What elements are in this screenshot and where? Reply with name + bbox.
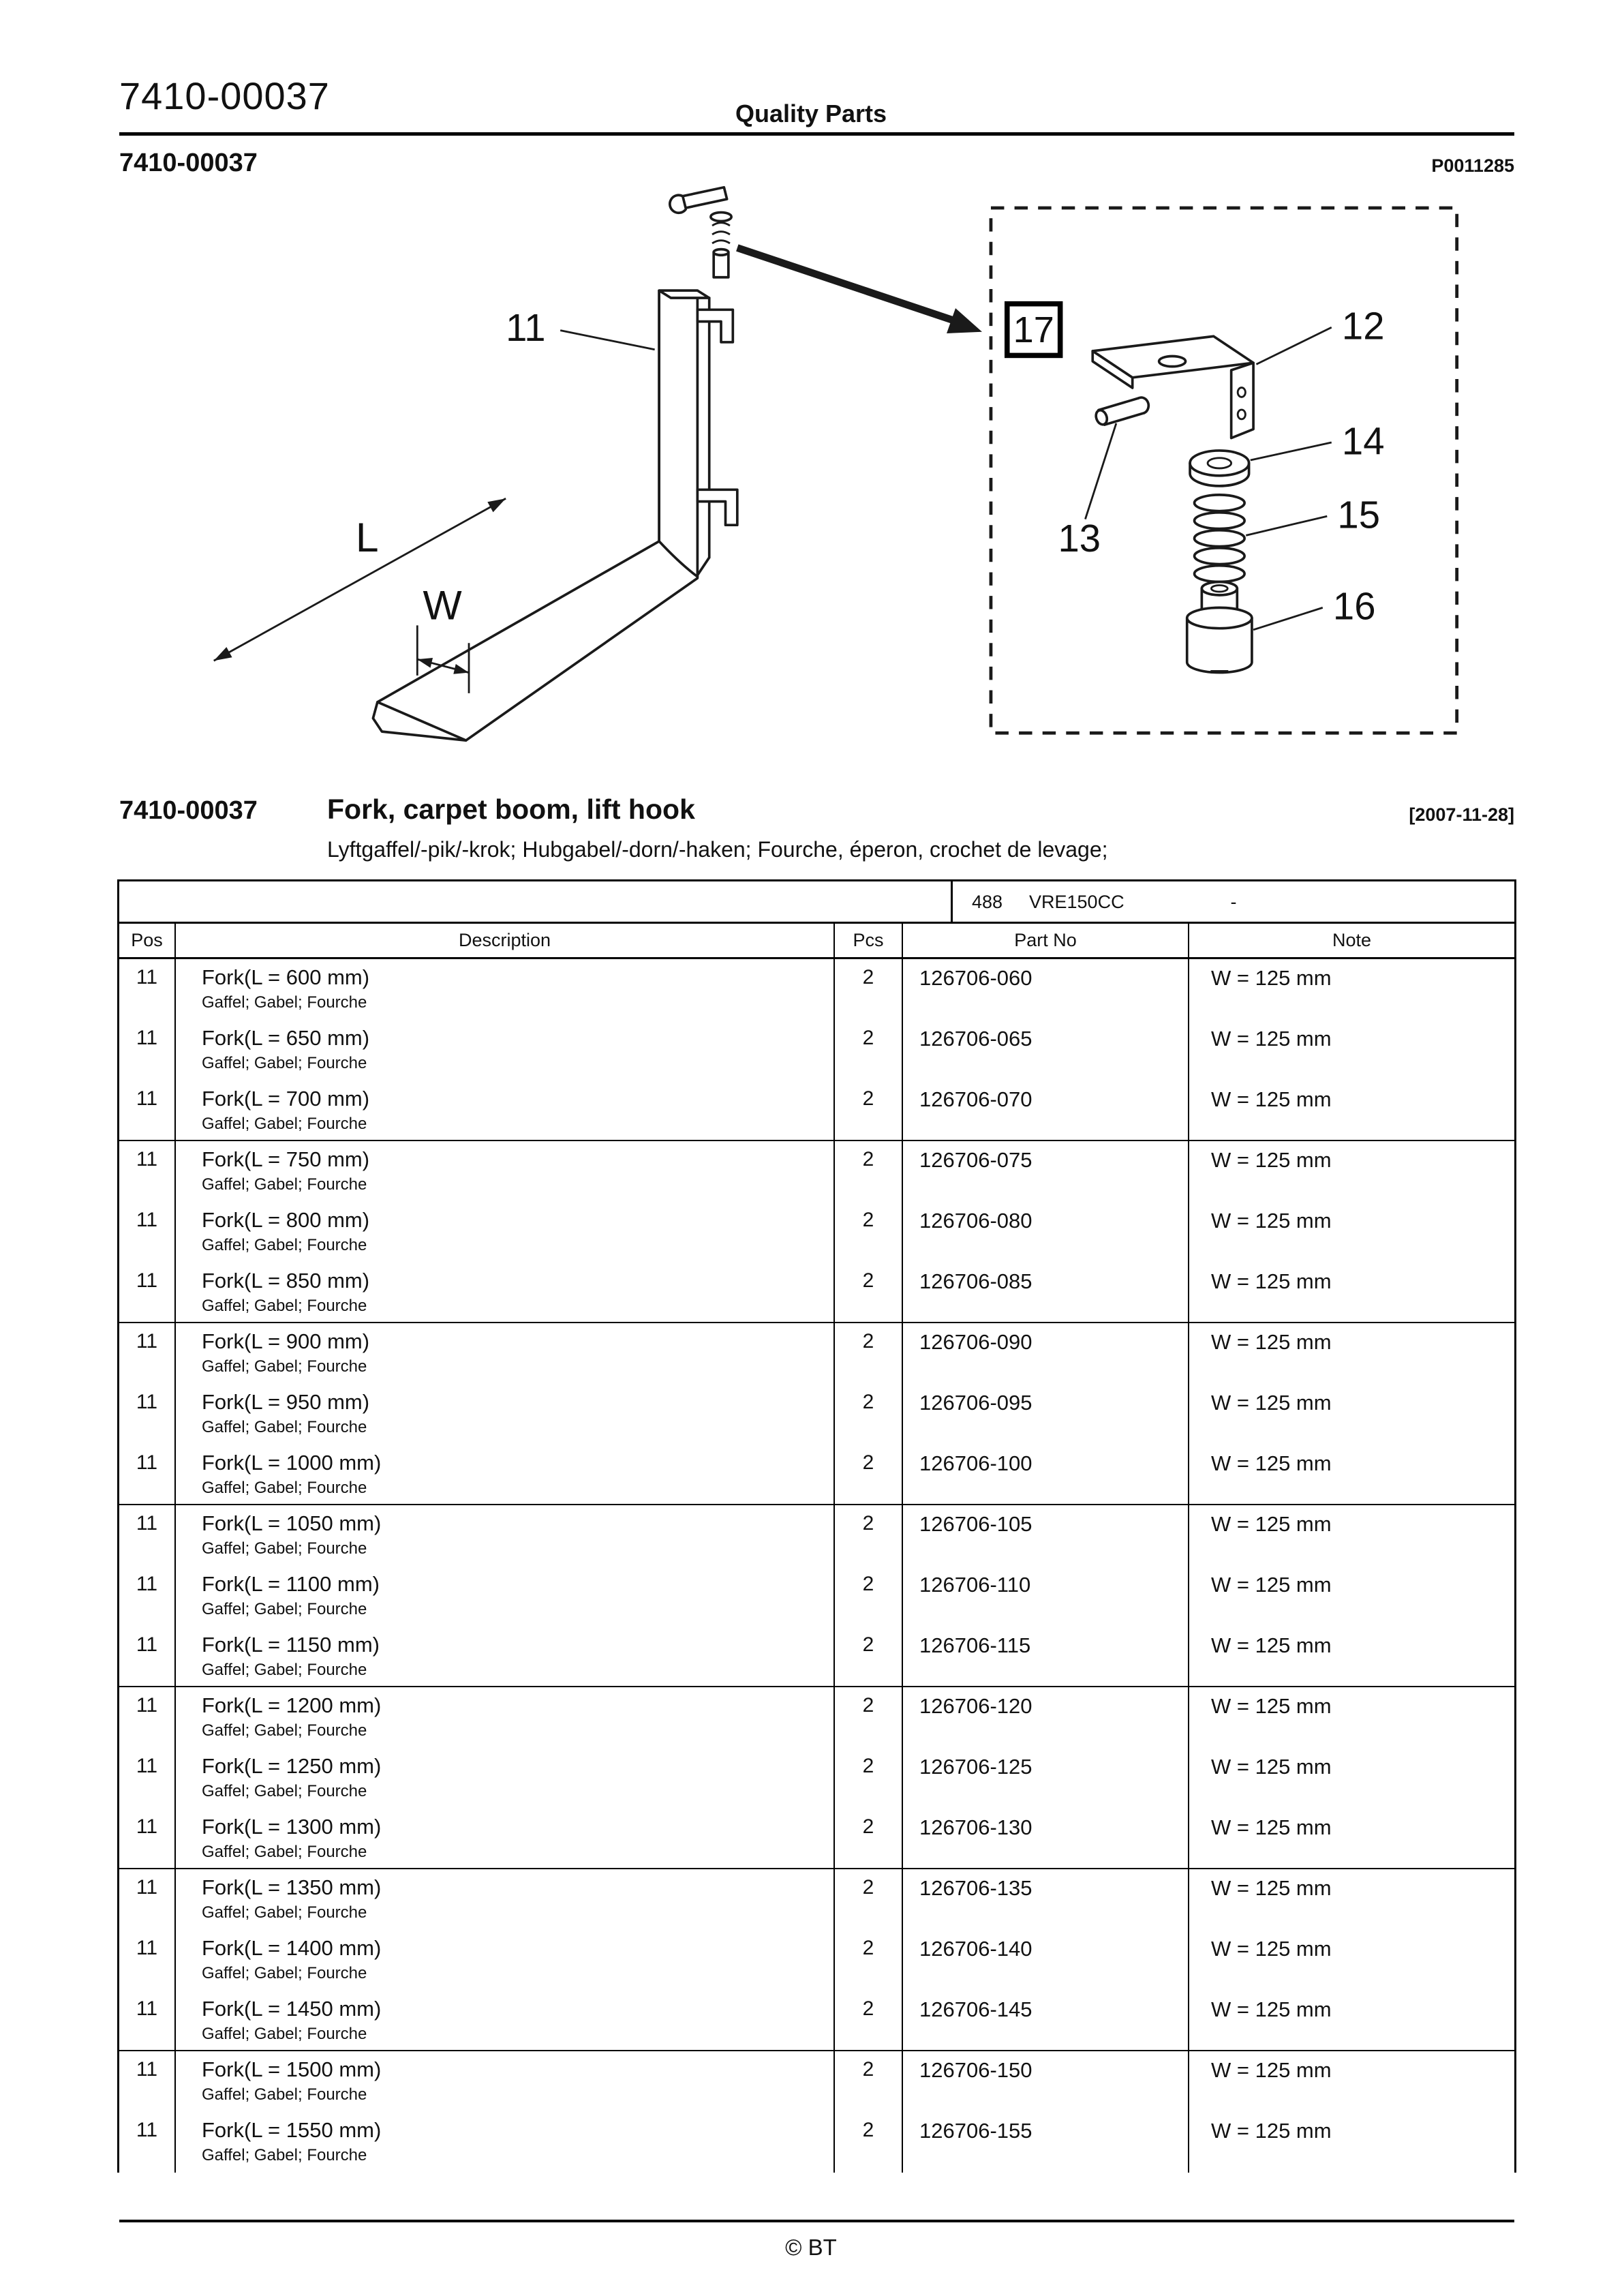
row-description-main: Fork(L = 700 mm) — [202, 1087, 370, 1111]
row-description-sub: Gaffel; Gabel; Fourche — [202, 1236, 367, 1254]
row-pos: 11 — [119, 1445, 176, 1504]
table-row — [119, 1141, 1514, 1202]
row-description — [176, 1991, 835, 2050]
row-pos: 11 — [119, 1869, 176, 1930]
row-part-number: 126706-125 — [903, 1748, 1189, 1809]
row-pos: 11 — [119, 1627, 176, 1686]
fork-drawing — [373, 290, 737, 740]
row-description — [176, 1505, 835, 1566]
row-description-sub: Gaffel; Gabel; Fourche — [202, 1054, 367, 1072]
table-row — [119, 1748, 1514, 1809]
row-description-sub: Gaffel; Gabel; Fourche — [202, 1964, 367, 1982]
row-pcs: 2 — [835, 1263, 903, 1322]
table-row — [119, 1081, 1514, 1141]
row-description-main: Fork(L = 1150 mm) — [202, 1633, 380, 1657]
row-description-main: Fork(L = 1000 mm) — [202, 1451, 382, 1475]
model-header-cell — [951, 881, 1514, 922]
row-pos: 11 — [119, 1323, 176, 1384]
col-header-description: Description — [176, 924, 835, 957]
col-header-pos: Pos — [119, 924, 176, 957]
row-description — [176, 1748, 835, 1809]
row-description-sub: Gaffel; Gabel; Fourche — [202, 1418, 367, 1436]
callout-14: 14 — [1341, 419, 1385, 463]
row-part-number: 126706-080 — [903, 1202, 1189, 1263]
col-header-note: Note — [1332, 930, 1372, 950]
callout-15: 15 — [1337, 493, 1380, 537]
row-description-main: Fork(L = 800 mm) — [202, 1208, 370, 1232]
table-row — [119, 1020, 1514, 1081]
row-pos: 11 — [119, 1020, 176, 1081]
row-description-sub: Gaffel; Gabel; Fourche — [202, 1843, 367, 1861]
spring-drawing — [1195, 495, 1245, 582]
col-header-partno: Part No — [903, 924, 1189, 957]
row-description-main: Fork(L = 1550 mm) — [202, 2118, 382, 2142]
svg-text:17: 17 — [1013, 309, 1054, 350]
row-description-main: Fork(L = 1500 mm) — [202, 2057, 382, 2081]
table-row — [119, 1202, 1514, 1263]
length-dimension — [214, 498, 506, 661]
row-pos: 11 — [119, 1384, 176, 1445]
table-row — [119, 1505, 1514, 1566]
row-part-number: 126706-135 — [903, 1869, 1189, 1930]
row-part-number: 126706-070 — [903, 1081, 1189, 1140]
row-description — [176, 1081, 835, 1140]
row-pos: 11 — [119, 1263, 176, 1322]
row-pcs: 2 — [835, 1869, 903, 1930]
figure-doc-number: 7410-00037 — [119, 149, 258, 177]
row-description — [176, 1384, 835, 1445]
row-description-sub: Gaffel; Gabel; Fourche — [202, 1539, 367, 1558]
row-part-number: 126706-095 — [903, 1384, 1189, 1445]
row-part-number: 126706-060 — [903, 959, 1189, 1020]
row-pcs: 2 — [835, 1627, 903, 1686]
table-row — [119, 2112, 1514, 2173]
row-pos: 11 — [119, 1930, 176, 1991]
row-pcs: 2 — [835, 1566, 903, 1627]
row-part-number: 126706-120 — [903, 1687, 1189, 1748]
row-note: W = 125 mm — [1211, 966, 1332, 990]
svg-text:W: W — [423, 581, 462, 629]
page-doc-number: 7410-00037 — [119, 74, 330, 117]
row-pos: 11 — [119, 959, 176, 1020]
row-pos: 11 — [119, 1809, 176, 1868]
section-number: 7410-00037 — [119, 796, 258, 825]
table-row — [119, 1263, 1514, 1323]
row-pcs: 2 — [835, 2051, 903, 2112]
row-description — [176, 1020, 835, 1081]
row-note: W = 125 mm — [1211, 1876, 1332, 1900]
table-row — [119, 1687, 1514, 1748]
row-description-main: Fork(L = 950 mm) — [202, 1390, 370, 1414]
row-part-number: 126706-100 — [903, 1445, 1189, 1504]
svg-text:L: L — [355, 514, 379, 561]
table-row — [119, 1627, 1514, 1687]
section-date: [2007-11-28] — [1409, 804, 1514, 825]
row-description-main: Fork(L = 600 mm) — [202, 965, 370, 989]
row-description — [176, 2112, 835, 2173]
row-pos: 11 — [119, 1566, 176, 1627]
row-pos: 11 — [119, 2051, 176, 2112]
table-row — [119, 1991, 1514, 2051]
row-note: W = 125 mm — [1211, 1087, 1332, 1111]
table-row — [119, 2051, 1514, 2112]
parts-diagram — [0, 174, 1622, 764]
row-description-main: Fork(L = 1200 mm) — [202, 1693, 382, 1717]
row-note: W = 125 mm — [1211, 1451, 1332, 1475]
row-pcs: 2 — [835, 2112, 903, 2173]
model-header-row — [119, 881, 1514, 924]
row-note: W = 125 mm — [1211, 1027, 1332, 1051]
callout-11: 11 — [506, 305, 546, 349]
row-description-sub: Gaffel; Gabel; Fourche — [202, 1600, 367, 1618]
row-description-sub: Gaffel; Gabel; Fourche — [202, 2146, 367, 2164]
row-description-sub: Gaffel; Gabel; Fourche — [202, 1175, 367, 1194]
fleet-number: 488 — [972, 892, 1003, 912]
row-pcs: 2 — [835, 1930, 903, 1991]
model-name: VRE150CC — [1029, 892, 1124, 912]
callout-17 — [1007, 304, 1060, 356]
row-note: W = 125 mm — [1211, 1148, 1332, 1172]
row-pcs: 2 — [835, 1991, 903, 2050]
row-description-sub: Gaffel; Gabel; Fourche — [202, 1661, 367, 1679]
row-pcs: 2 — [835, 959, 903, 1020]
table-row — [119, 1384, 1514, 1445]
row-description — [176, 1869, 835, 1930]
table-row — [119, 1566, 1514, 1627]
callout-13: 13 — [1058, 517, 1101, 560]
table-row — [119, 1445, 1514, 1505]
row-description-sub: Gaffel; Gabel; Fourche — [202, 1115, 367, 1133]
row-pcs: 2 — [835, 1202, 903, 1263]
row-note: W = 125 mm — [1211, 1815, 1332, 1839]
row-description — [176, 1687, 835, 1748]
row-part-number: 126706-115 — [903, 1627, 1189, 1686]
table-body — [119, 959, 1514, 2173]
row-part-number: 126706-145 — [903, 1991, 1189, 2050]
row-description — [176, 1566, 835, 1627]
serial-range: - — [1230, 892, 1237, 912]
row-description-sub: Gaffel; Gabel; Fourche — [202, 1903, 367, 1922]
row-part-number: 126706-150 — [903, 2051, 1189, 2112]
row-pos: 11 — [119, 1505, 176, 1566]
row-description-sub: Gaffel; Gabel; Fourche — [202, 1721, 367, 1740]
row-description-main: Fork(L = 650 mm) — [202, 1026, 370, 1050]
row-pos: 11 — [119, 1141, 176, 1202]
row-description-main: Fork(L = 1250 mm) — [202, 1754, 382, 1778]
row-pos: 11 — [119, 2112, 176, 2173]
row-description-main: Fork(L = 1100 mm) — [202, 1572, 380, 1596]
row-description-sub: Gaffel; Gabel; Fourche — [202, 2025, 367, 2043]
parts-table — [117, 879, 1516, 2173]
callout-12: 12 — [1341, 304, 1385, 348]
detail-arrow — [737, 247, 982, 333]
row-description — [176, 1263, 835, 1322]
table-row — [119, 959, 1514, 1020]
row-description-main: Fork(L = 1300 mm) — [202, 1815, 382, 1839]
row-description-main: Fork(L = 1350 mm) — [202, 1875, 382, 1899]
row-part-number: 126706-110 — [903, 1566, 1189, 1627]
header-rule — [119, 132, 1514, 136]
row-description — [176, 1202, 835, 1263]
bracket-drawing — [1092, 336, 1253, 438]
lock-pin-drawing — [670, 187, 731, 277]
row-pos: 11 — [119, 1202, 176, 1263]
table-row — [119, 1930, 1514, 1991]
footer-rule — [119, 2220, 1514, 2222]
row-note: W = 125 mm — [1211, 1694, 1332, 1718]
row-note: W = 125 mm — [1211, 1755, 1332, 1779]
row-description-sub: Gaffel; Gabel; Fourche — [202, 993, 367, 1012]
row-note: W = 125 mm — [1211, 1512, 1332, 1536]
row-pcs: 2 — [835, 1445, 903, 1504]
row-pcs: 2 — [835, 1748, 903, 1809]
col-header-pcs: Pcs — [835, 924, 903, 957]
row-pos: 11 — [119, 1748, 176, 1809]
row-part-number: 126706-155 — [903, 2112, 1189, 2173]
row-part-number: 126706-140 — [903, 1930, 1189, 1991]
row-description — [176, 2051, 835, 2112]
row-description-sub: Gaffel; Gabel; Fourche — [202, 1479, 367, 1497]
row-note: W = 125 mm — [1211, 1269, 1332, 1293]
row-note: W = 125 mm — [1211, 1997, 1332, 2021]
footer-text: © BT — [785, 2235, 837, 2260]
row-part-number: 126706-065 — [903, 1020, 1189, 1081]
bushing-drawing — [1187, 582, 1252, 673]
row-description-sub: Gaffel; Gabel; Fourche — [202, 1297, 367, 1315]
row-pcs: 2 — [835, 1384, 903, 1445]
row-pcs: 2 — [835, 1687, 903, 1748]
row-description — [176, 1323, 835, 1384]
row-pos: 11 — [119, 1687, 176, 1748]
table-row — [119, 1323, 1514, 1384]
section-title: Fork, carpet boom, lift hook — [327, 794, 695, 825]
row-part-number: 126706-090 — [903, 1323, 1189, 1384]
row-pcs: 2 — [835, 1081, 903, 1140]
row-note: W = 125 mm — [1211, 1330, 1332, 1354]
table-row — [119, 1869, 1514, 1930]
row-part-number: 126706-075 — [903, 1141, 1189, 1202]
row-note: W = 125 mm — [1211, 2058, 1332, 2082]
row-note: W = 125 mm — [1211, 1573, 1332, 1597]
row-description-main: Fork(L = 750 mm) — [202, 1147, 370, 1171]
row-part-number: 126706-130 — [903, 1809, 1189, 1868]
column-header-row — [119, 924, 1514, 959]
row-description-main: Fork(L = 850 mm) — [202, 1269, 370, 1293]
row-pos: 11 — [119, 1081, 176, 1140]
row-part-number: 126706-105 — [903, 1505, 1189, 1566]
row-description-sub: Gaffel; Gabel; Fourche — [202, 1782, 367, 1800]
row-description-main: Fork(L = 1050 mm) — [202, 1511, 382, 1535]
washer-drawing — [1190, 451, 1249, 486]
row-pcs: 2 — [835, 1141, 903, 1202]
row-description-sub: Gaffel; Gabel; Fourche — [202, 2085, 367, 2104]
row-pcs: 2 — [835, 1020, 903, 1081]
row-note: W = 125 mm — [1211, 1209, 1332, 1233]
row-description — [176, 1930, 835, 1991]
row-part-number: 126706-085 — [903, 1263, 1189, 1322]
row-description-main: Fork(L = 1400 mm) — [202, 1936, 382, 1960]
row-note: W = 125 mm — [1211, 1391, 1332, 1415]
row-pcs: 2 — [835, 1505, 903, 1566]
row-description-main: Fork(L = 900 mm) — [202, 1329, 370, 1353]
row-description — [176, 959, 835, 1020]
table-row — [119, 1809, 1514, 1869]
row-description — [176, 1627, 835, 1686]
section-subtitle: Lyftgaffel/-pik/-krok; Hubgabel/-dorn/-haken; Fourche, éperon, crochet de levage; — [327, 837, 1108, 862]
row-note: W = 125 mm — [1211, 2119, 1332, 2143]
row-pos: 11 — [119, 1991, 176, 2050]
page-header-title: Quality Parts — [735, 100, 887, 127]
row-note: W = 125 mm — [1211, 1937, 1332, 1961]
row-description-sub: Gaffel; Gabel; Fourche — [202, 1357, 367, 1376]
row-description-main: Fork(L = 1450 mm) — [202, 1997, 382, 2021]
row-description — [176, 1445, 835, 1504]
row-pcs: 2 — [835, 1809, 903, 1868]
row-description — [176, 1809, 835, 1868]
callout-16: 16 — [1332, 584, 1376, 628]
row-note: W = 125 mm — [1211, 1633, 1332, 1657]
pin-drawing — [1094, 397, 1148, 426]
row-description — [176, 1141, 835, 1202]
row-pcs: 2 — [835, 1323, 903, 1384]
figure-code: P0011285 — [1431, 155, 1514, 176]
